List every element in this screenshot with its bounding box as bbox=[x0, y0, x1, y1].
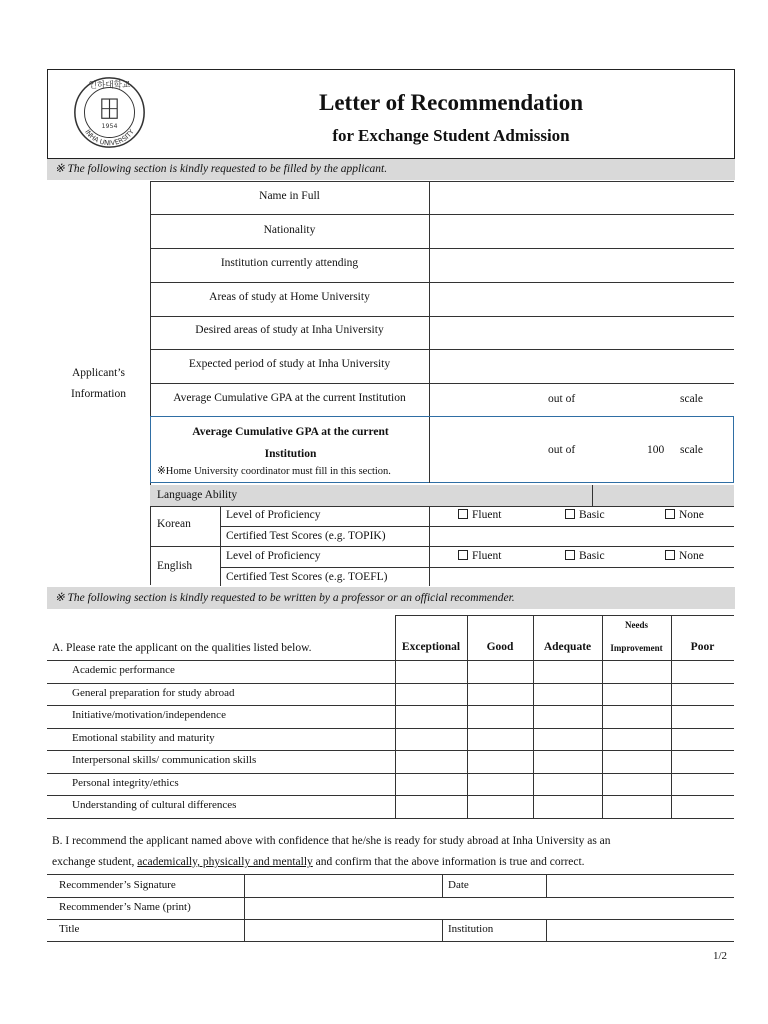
english-proficiency-label: Level of Proficiency bbox=[226, 550, 321, 562]
institution-input[interactable] bbox=[430, 251, 734, 280]
korean-label: Korean bbox=[157, 518, 191, 530]
recommender-section-note: ※ The following section is kindly requested to be written by a professor or an official recommender. bbox=[47, 587, 735, 609]
signature-input[interactable] bbox=[245, 876, 441, 896]
recommender-name-input[interactable] bbox=[245, 898, 734, 918]
quality-row-label: Understanding of cultural differences bbox=[72, 799, 237, 811]
coordinator-gpa-value[interactable]: 100 bbox=[647, 444, 665, 456]
applicant-section-note: ※ The following section is kindly requested to be filled by the applicant. bbox=[47, 159, 735, 180]
checkbox-icon[interactable] bbox=[565, 509, 575, 519]
institution-label: Institution bbox=[448, 923, 494, 935]
coordinator-gpa-out-of: out of bbox=[548, 444, 576, 456]
name-input[interactable] bbox=[430, 184, 734, 213]
english-scores-input[interactable] bbox=[430, 569, 734, 585]
column-adequate: Adequate bbox=[543, 641, 592, 653]
institution-input[interactable] bbox=[547, 920, 734, 940]
language-ability-header bbox=[150, 485, 734, 506]
title-input[interactable] bbox=[245, 920, 441, 940]
svg-text:인하대학교: 인하대학교 bbox=[88, 80, 131, 91]
checkbox-icon[interactable] bbox=[458, 509, 468, 519]
checkbox-icon[interactable] bbox=[665, 550, 675, 560]
korean-none-option[interactable]: None bbox=[665, 509, 704, 521]
korean-scores-label: Certified Test Scores (e.g. TOPIK) bbox=[226, 530, 386, 542]
english-label: English bbox=[157, 560, 193, 572]
checkbox-icon[interactable] bbox=[565, 550, 575, 560]
column-needs: Needs bbox=[625, 620, 648, 630]
korean-fluent-option[interactable]: Fluent bbox=[458, 509, 501, 521]
field-name-label: Name in Full bbox=[259, 190, 320, 202]
recommendation-statement-line2: exchange student, academically, physically and mentally and confirm that the above information is true and correct. bbox=[52, 856, 585, 868]
applicant-info-label: Applicant’s Information bbox=[71, 367, 126, 400]
svg-text:INHA UNIVERSITY: INHA UNIVERSITY bbox=[83, 128, 136, 148]
quality-row-label: Personal integrity/ethics bbox=[72, 777, 179, 789]
gpa-out-of: out of bbox=[548, 393, 576, 405]
quality-row-label: Initiative/motivation/independence bbox=[72, 709, 226, 721]
home-study-input[interactable] bbox=[430, 285, 734, 314]
nationality-input[interactable] bbox=[430, 217, 734, 246]
english-scores-label: Certified Test Scores (e.g. TOEFL) bbox=[226, 571, 388, 583]
checkbox-icon[interactable] bbox=[665, 509, 675, 519]
coordinator-note: ※Home University coordinator must fill in this section. bbox=[157, 466, 391, 477]
quality-row-label: General preparation for study abroad bbox=[72, 687, 235, 699]
date-input[interactable] bbox=[547, 876, 734, 896]
period-input[interactable] bbox=[430, 352, 734, 381]
column-exceptional: Exceptional bbox=[401, 641, 461, 653]
document-header bbox=[47, 69, 735, 159]
recommender-name-label: Recommender’s Name (print) bbox=[59, 901, 191, 913]
field-home-study-label: Areas of study at Home University bbox=[209, 291, 370, 303]
column-poor: Poor bbox=[690, 641, 715, 653]
field-institution-label: Institution currently attending bbox=[220, 257, 359, 269]
coordinator-gpa-label: Average Cumulative GPA at the current Institution bbox=[192, 426, 389, 460]
svg-text:1954: 1954 bbox=[101, 122, 118, 130]
date-label: Date bbox=[448, 879, 469, 891]
korean-scores-input[interactable] bbox=[430, 528, 734, 545]
english-fluent-option[interactable]: Fluent bbox=[458, 550, 501, 562]
document-title: Letter of Recommendation bbox=[318, 90, 583, 115]
signature-label: Recommender’s Signature bbox=[59, 879, 176, 891]
column-improvement: Improvement bbox=[610, 643, 663, 653]
document-subtitle: for Exchange Student Admission bbox=[332, 126, 570, 145]
korean-proficiency-label: Level of Proficiency bbox=[226, 509, 321, 521]
recommendation-statement-line1: B. I recommend the applicant named above with confidence that he/she is ready for study abroad at Inha University as an bbox=[52, 835, 611, 847]
checkbox-icon[interactable] bbox=[458, 550, 468, 560]
english-basic-option[interactable]: Basic bbox=[565, 550, 605, 562]
title-label: Title bbox=[59, 923, 80, 935]
field-gpa-label: Average Cumulative GPA at the current Institution bbox=[173, 392, 406, 404]
coordinator-gpa-scale: scale bbox=[680, 444, 703, 456]
field-period-label: Expected period of study at Inha University bbox=[188, 358, 391, 370]
field-nationality-label: Nationality bbox=[263, 224, 316, 236]
quality-row-label: Academic performance bbox=[72, 664, 175, 676]
english-none-option[interactable]: None bbox=[665, 550, 704, 562]
page-number: 1/2 bbox=[713, 950, 728, 962]
quality-row-label: Emotional stability and maturity bbox=[72, 732, 215, 744]
quality-row-label: Interpersonal skills/ communication skills bbox=[72, 754, 257, 766]
desired-study-input[interactable] bbox=[430, 319, 734, 348]
gpa-scale: scale bbox=[680, 393, 703, 405]
rating-prompt: A. Please rate the applicant on the qualities listed below. bbox=[52, 642, 312, 654]
field-desired-study-label: Desired areas of study at Inha University bbox=[195, 324, 384, 336]
korean-basic-option[interactable]: Basic bbox=[565, 509, 605, 521]
column-good: Good bbox=[486, 641, 514, 653]
language-ability-label: Language Ability bbox=[157, 489, 238, 501]
